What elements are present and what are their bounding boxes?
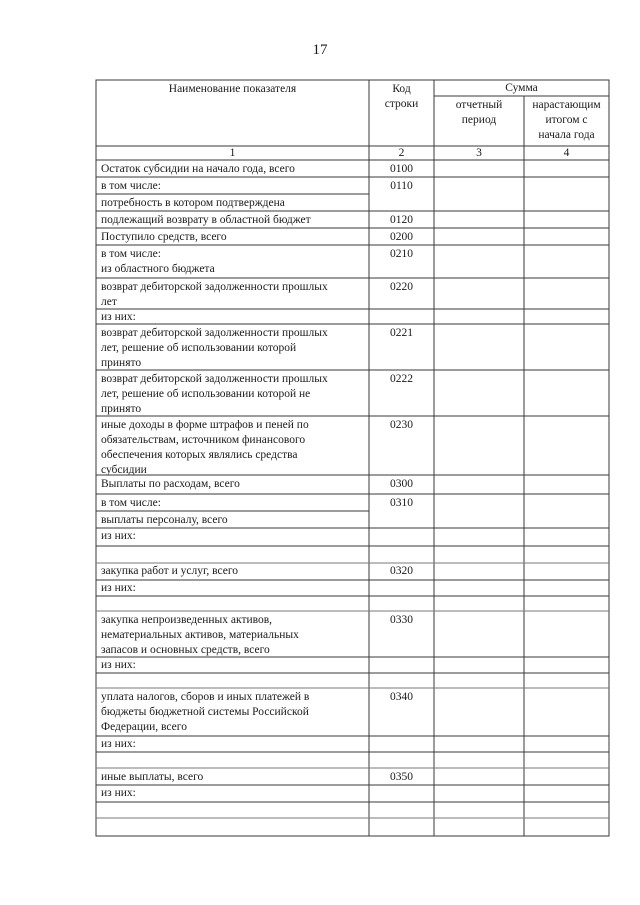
row-name-of-which-0310: из них: [101, 530, 136, 542]
row-code: 0220 [390, 281, 413, 293]
header-reporting-period: отчетный период [455, 99, 503, 126]
row-name-to-return-regional: подлежащий возврату в областной бюджет [101, 214, 311, 226]
row-code: 0300 [390, 478, 413, 490]
row-name-taxes-fees: уплата налогов, сборов и иных платежей в бюджеты бюджетной системы Российской Федерации, всего [101, 691, 310, 733]
row-name-received-total: Поступило средств, всего [101, 231, 227, 243]
header-sum: Сумма [505, 82, 538, 94]
row-name-including-0310: в том числе: [101, 497, 161, 509]
row-name-including-0110: в том числе: [101, 180, 161, 192]
row-name-expenses-total: Выплаты по расходам, всего [101, 478, 240, 490]
row-name-staff-payments: выплаты персоналу, всего [101, 514, 228, 526]
row-code: 0100 [390, 163, 413, 175]
row-name-other-income-fines: иные доходы в форме штрафов и пеней по обязательствам, источником финансового обеспечения которых являлись средства субсидии [101, 419, 309, 476]
row-code: 0200 [390, 231, 413, 243]
row-code: 0120 [390, 214, 413, 226]
row-name-need-confirmed: потребность в котором подтверждена [101, 197, 285, 209]
row-name-of-which-0220: из них: [101, 311, 136, 323]
page-number: 17 [312, 42, 328, 58]
row-name-opening-balance: Остаток субсидии на начало года, всего [101, 163, 295, 175]
row-code: 0210 [390, 248, 413, 260]
row-code: 0110 [390, 180, 413, 192]
row-code: 0230 [390, 419, 413, 431]
header-indicator-name: Наименование показателя [168, 83, 297, 95]
column-number-2: 2 [398, 147, 405, 159]
row-name-of-which-0330: из них: [101, 659, 136, 671]
row-code: 0222 [390, 373, 413, 385]
row-name-of-which-0320: из них: [101, 582, 136, 594]
row-code: 0320 [390, 565, 413, 577]
column-number-3: 3 [476, 147, 482, 159]
row-code: 0330 [390, 614, 413, 626]
row-name-of-which-0340: из них: [101, 738, 136, 750]
row-name-receivables-decision-not-taken: возврат дебиторской задолженности прошлых лет, решение об использовании которой не принято [101, 373, 328, 415]
row-name-from-regional-budget: в том числе: из областного бюджета [101, 248, 215, 275]
row-name-receivables-return: возврат дебиторской задолженности прошлых лет [101, 281, 328, 308]
row-code: 0221 [390, 327, 413, 339]
row-name-of-which-0350: из них: [101, 787, 136, 799]
row-code: 0340 [390, 691, 413, 703]
column-number-4: 4 [563, 147, 570, 159]
row-code: 0350 [390, 771, 413, 783]
row-name-purchase-works-services: закупка работ и услуг, всего [101, 565, 239, 577]
column-number-1: 1 [229, 147, 236, 159]
row-name-other-payments: иные выплаты, всего [101, 771, 204, 783]
row-name-receivables-decision-taken: возврат дебиторской задолженности прошлых лет, решение об использовании которой принято [101, 327, 328, 369]
row-code: 0310 [390, 497, 413, 509]
header-cumulative: нарастающим итогом с начала года [532, 99, 601, 141]
row-name-purchase-assets: закупка непроизведенных активов, нематериальных активов, материальных запасов и основных средств, всего [101, 614, 299, 656]
header-row-code: Код строки [384, 83, 419, 110]
